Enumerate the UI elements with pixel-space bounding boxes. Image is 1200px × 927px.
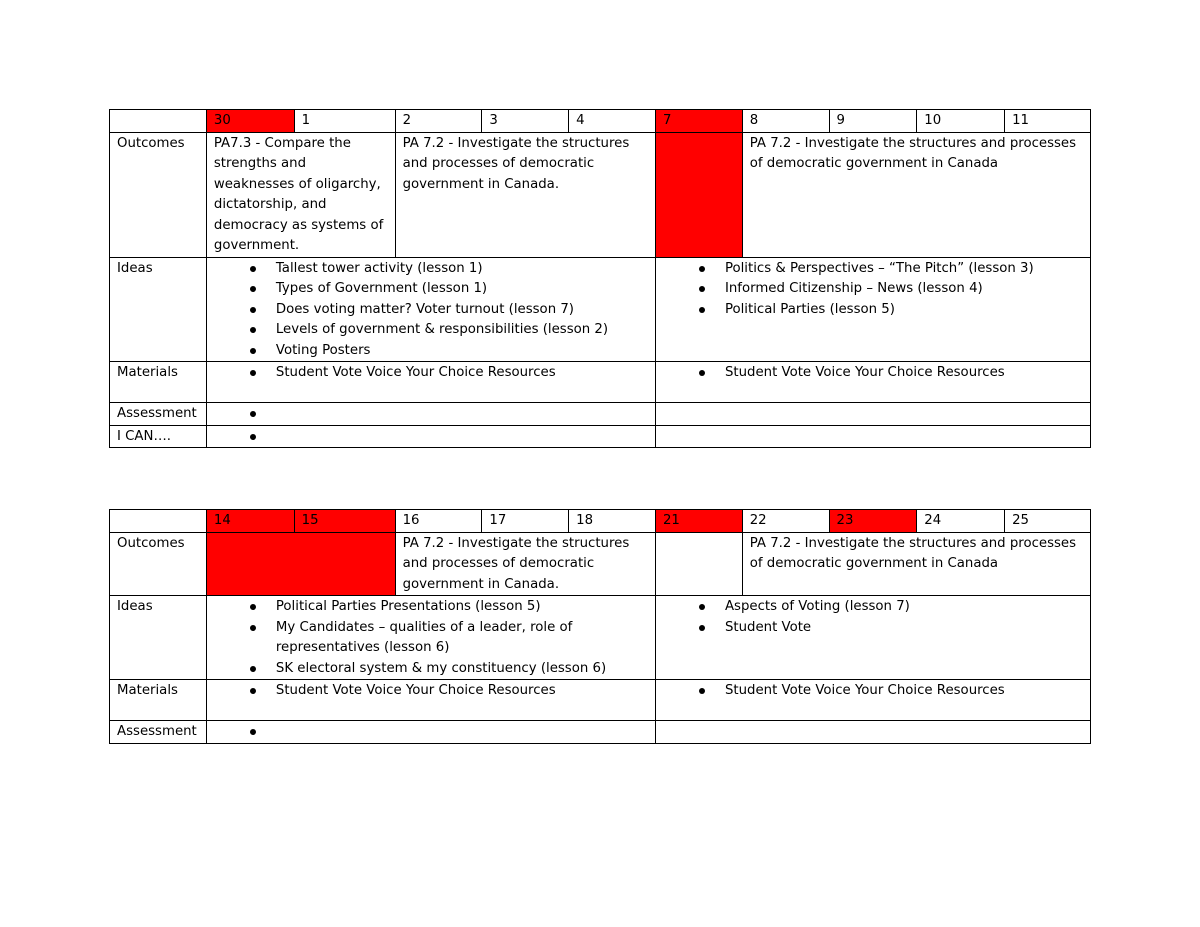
ican-row	[110, 425, 1091, 448]
assessment-list	[214, 404, 648, 425]
day-cell: 21	[655, 510, 742, 533]
ideas-list	[663, 597, 1083, 638]
materials-cell	[206, 680, 655, 721]
row-label-assessment: Assessment	[110, 403, 207, 426]
outcome-cell: PA 7.2 - Investigate the structures and processes of democratic government in Canada.	[395, 132, 655, 257]
day-cell: 30	[206, 110, 294, 133]
list-item: Politics & Perspectives – “The Pitch” (lesson 3)	[725, 259, 1083, 280]
list-item: Student Vote Voice Your Choice Resources	[276, 681, 648, 702]
assessment-cell	[655, 721, 1090, 744]
day-cell: 14	[206, 510, 294, 533]
materials-cell	[655, 362, 1090, 403]
week-plan-table-2	[109, 509, 1091, 744]
outcomes-row	[110, 132, 1091, 257]
day-cell: 1	[294, 110, 395, 133]
row-label-ican: I CAN….	[110, 425, 207, 448]
materials-list	[663, 681, 1083, 702]
ideas-cell	[655, 257, 1090, 362]
assessment-list	[214, 722, 648, 743]
list-item: Voting Posters	[276, 341, 648, 362]
week-plan-table-1	[109, 109, 1091, 448]
day-cell: 3	[482, 110, 569, 133]
row-label-ideas: Ideas	[110, 596, 207, 680]
list-item: Informed Citizenship – News (lesson 4)	[725, 279, 1083, 300]
outcome-cell: PA 7.2 - Investigate the structures and processes of democratic government in Canada	[742, 532, 1090, 596]
day-cell: 4	[569, 110, 656, 133]
ideas-cell	[655, 596, 1090, 680]
materials-row	[110, 680, 1091, 721]
list-item: Tallest tower activity (lesson 1)	[276, 259, 648, 280]
ican-cell	[206, 425, 655, 448]
list-item	[276, 722, 648, 743]
ideas-list	[663, 259, 1083, 321]
list-item: Does voting matter? Voter turnout (lesson 7)	[276, 300, 648, 321]
outcomes-row	[110, 532, 1091, 596]
ideas-list	[214, 597, 648, 679]
corner-cell	[110, 110, 207, 133]
list-item: SK electoral system & my constituency (lesson 6)	[276, 659, 648, 680]
day-cell: 23	[829, 510, 917, 533]
list-item: Student Vote Voice Your Choice Resources	[276, 363, 648, 384]
list-item: Aspects of Voting (lesson 7)	[725, 597, 1083, 618]
ican-list	[214, 427, 648, 448]
corner-cell	[110, 510, 207, 533]
day-cell: 15	[294, 510, 395, 533]
day-cell: 8	[742, 110, 829, 133]
ideas-cell	[206, 257, 655, 362]
ican-cell	[655, 425, 1090, 448]
list-item: Political Parties (lesson 5)	[725, 300, 1083, 321]
materials-list	[214, 363, 648, 384]
date-row	[110, 510, 1091, 533]
list-item: Student Vote	[725, 618, 1083, 639]
day-cell: 17	[482, 510, 569, 533]
day-cell: 22	[742, 510, 829, 533]
list-item: My Candidates – qualities of a leader, role of representatives (lesson 6)	[276, 618, 648, 659]
day-cell: 2	[395, 110, 482, 133]
day-cell: 7	[655, 110, 742, 133]
ideas-row	[110, 596, 1091, 680]
holiday-cell	[206, 532, 395, 596]
outcome-cell: PA7.3 - Compare the strengths and weaknesses of oligarchy, dictatorship, and democracy as systems of government.	[206, 132, 395, 257]
ideas-row	[110, 257, 1091, 362]
ideas-cell	[206, 596, 655, 680]
row-label-ideas: Ideas	[110, 257, 207, 362]
day-cell: 18	[569, 510, 656, 533]
holiday-cell	[655, 132, 742, 257]
assessment-cell	[206, 403, 655, 426]
row-label-materials: Materials	[110, 680, 207, 721]
day-cell: 9	[829, 110, 917, 133]
list-item: Student Vote Voice Your Choice Resources	[725, 681, 1083, 702]
list-item: Levels of government & responsibilities (lesson 2)	[276, 320, 648, 341]
materials-row	[110, 362, 1091, 403]
list-item	[276, 427, 648, 448]
day-cell: 11	[1005, 110, 1091, 133]
assessment-cell	[206, 721, 655, 744]
list-item: Types of Government (lesson 1)	[276, 279, 648, 300]
day-cell: 16	[395, 510, 482, 533]
day-cell: 10	[917, 110, 1005, 133]
row-label-outcomes: Outcomes	[110, 132, 207, 257]
row-label-outcomes: Outcomes	[110, 532, 207, 596]
row-label-materials: Materials	[110, 362, 207, 403]
ideas-list	[214, 259, 648, 362]
date-row	[110, 110, 1091, 133]
list-item: Student Vote Voice Your Choice Resources	[725, 363, 1083, 384]
materials-cell	[206, 362, 655, 403]
outcome-cell: PA 7.2 - Investigate the structures and processes of democratic government in Canada.	[395, 532, 655, 596]
outcome-cell: PA 7.2 - Investigate the structures and processes of democratic government in Canada	[742, 132, 1090, 257]
materials-cell	[655, 680, 1090, 721]
list-item	[276, 404, 648, 425]
row-label-assessment: Assessment	[110, 721, 207, 744]
day-cell: 25	[1005, 510, 1091, 533]
materials-list	[663, 363, 1083, 384]
assessment-row	[110, 721, 1091, 744]
assessment-cell	[655, 403, 1090, 426]
assessment-row	[110, 403, 1091, 426]
materials-list	[214, 681, 648, 702]
day-cell: 24	[917, 510, 1005, 533]
empty-outcome-cell	[655, 532, 742, 596]
list-item: Political Parties Presentations (lesson 5)	[276, 597, 648, 618]
